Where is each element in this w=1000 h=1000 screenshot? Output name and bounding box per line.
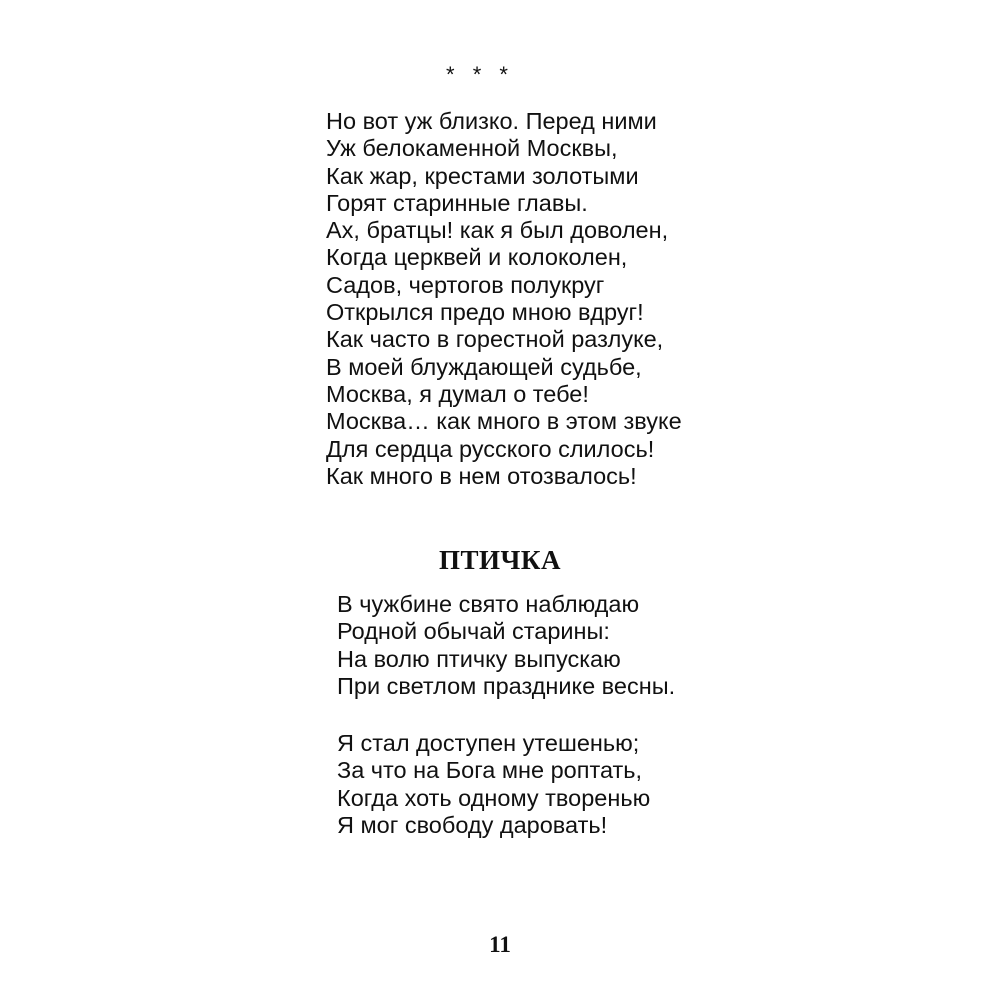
poem-line: При светлом празднике весны. xyxy=(337,672,676,699)
poem-line: Открылся предо мною вдруг! xyxy=(326,299,644,326)
poem-line: Но вот уж близко. Перед ними xyxy=(326,108,657,134)
poem-line: Я мог свободу даровать! xyxy=(337,811,608,838)
poem-line: Как жар, крестами золотыми xyxy=(326,162,639,189)
poem-line: Родной обычай старины: xyxy=(337,618,610,645)
poem-line: Для сердца русского слилось! xyxy=(326,435,655,462)
poem-title: ПТИЧКА xyxy=(439,545,561,575)
poem-line: Горят старинные главы. xyxy=(326,189,588,216)
poem-stanza xyxy=(337,591,675,700)
poem-line: Как часто в горестной разлуке, xyxy=(326,326,664,353)
poem-line: Когда хоть одному творенью xyxy=(337,784,651,811)
poem-line: Москва… как много в этом звуке xyxy=(326,408,682,435)
poem-line: Москва, я думал о тебе! xyxy=(326,380,589,407)
poem-line: Ах, братцы! как я был доволен, xyxy=(326,217,669,244)
poem-stanza xyxy=(337,730,650,839)
poem-line: На волю птичку выпускаю xyxy=(337,645,621,672)
poem-line: В моей блуждающей судьбе, xyxy=(326,353,642,380)
poem-line: Садов, чертогов полукруг xyxy=(326,271,605,298)
page-number: 11 xyxy=(489,932,511,957)
poem-line: Как много в нем отозвалось! xyxy=(326,462,637,489)
poem-line: Уж белокаменной Москвы, xyxy=(326,135,618,162)
poem-line: Когда церквей и колоколен, xyxy=(326,244,628,271)
poem-line: Я стал доступен утешенью; xyxy=(337,730,640,756)
poem-line: За что на Бога мне роптать, xyxy=(337,757,643,784)
poem-line: В чужбине свято наблюдаю xyxy=(337,591,640,617)
section-break: * * * xyxy=(446,62,514,87)
poem-stanza xyxy=(326,108,682,490)
